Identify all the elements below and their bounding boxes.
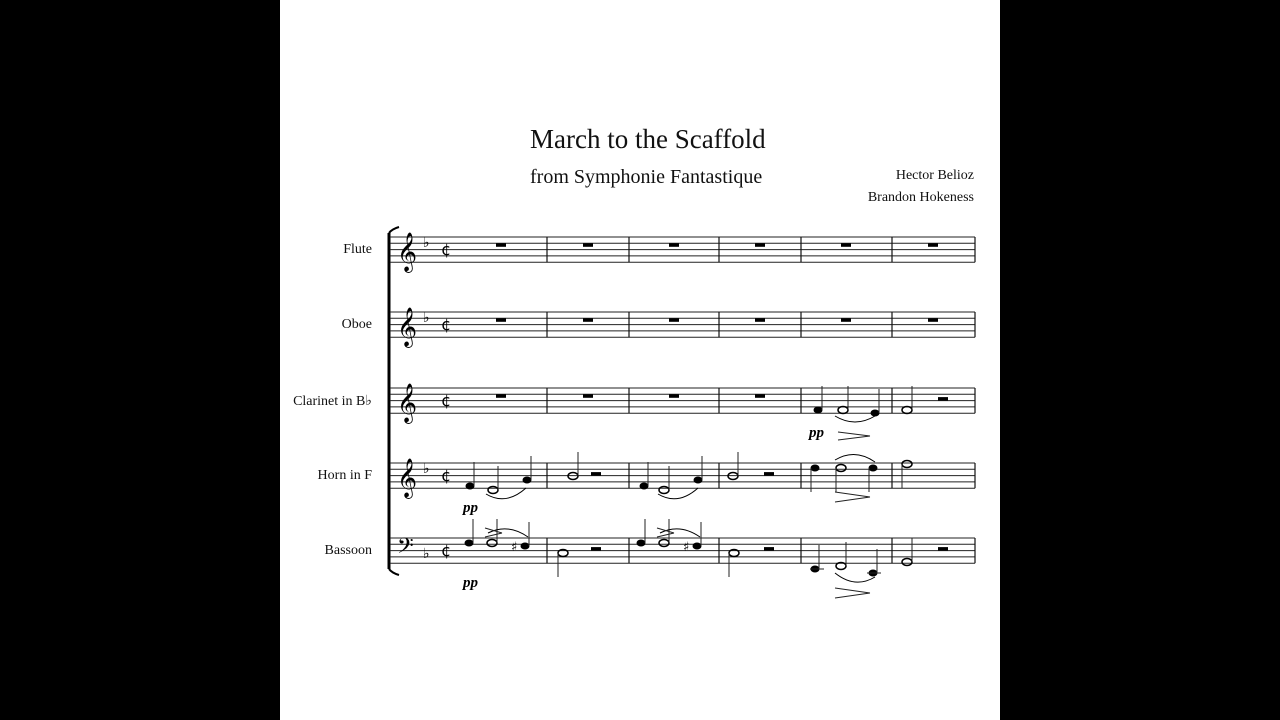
cut-time-icon: ¢ [441,240,452,259]
whole-rest-icon [669,318,679,322]
instrument-label-flute: Flute [343,242,372,257]
whole-rest-icon [669,243,679,247]
horn-notes [466,452,913,502]
instrument-label-oboe: Oboe [341,317,372,332]
half-rest-icon [938,397,948,401]
whole-rest-icon [583,243,593,247]
arranger-credit: Brandon Hokeness [867,190,974,205]
whole-rest-icon [669,394,679,398]
half-rest-icon [764,472,774,476]
treble-clef-icon: 𝄞 [397,458,418,498]
cut-time-icon: ¢ [441,391,452,410]
whole-rest-icon [496,243,506,247]
score-page [280,0,1000,720]
music-notation [280,0,1000,720]
half-rest-icon [591,472,601,476]
flat-key-signature-icon: ♭ [423,310,430,326]
cut-time-icon: ¢ [441,315,452,334]
bass-clef-icon: 𝄢 [397,534,414,564]
whole-rest-icon [496,394,506,398]
treble-clef-icon: 𝄞 [397,232,418,272]
composer-credit: Hector Belioz [895,168,974,183]
whole-rest-icon [841,318,851,322]
treble-clef-icon: 𝄞 [397,383,418,423]
rests [496,243,948,550]
half-rest-icon [764,547,774,551]
whole-rest-icon [928,318,938,322]
bassoon-notes [465,519,913,598]
whole-rest-icon [755,394,765,398]
instrument-label-clarinet: Clarinet in B♭ [293,394,372,409]
half-rest-icon [591,547,601,551]
dynamic-bassoon: pp [463,575,478,591]
flat-key-signature-icon: ♭ [423,546,430,562]
whole-rest-icon [755,243,765,247]
whole-rest-icon [496,318,506,322]
svg-text:♯: ♯ [511,540,518,555]
cut-time-icon: ¢ [441,541,452,560]
instrument-label-horn: Horn in F [317,468,372,483]
dynamic-horn: pp [463,500,478,516]
score-title: March to the Scaffold [530,124,766,154]
half-rest-icon [938,547,948,551]
treble-clef-icon: 𝄞 [397,307,418,347]
flat-key-signature-icon: ♭ [423,461,430,477]
svg-text:♯: ♯ [683,540,690,555]
whole-rest-icon [755,318,765,322]
flat-key-signature-icon: ♭ [423,235,430,251]
cut-time-icon: ¢ [441,466,452,485]
whole-rest-icon [583,394,593,398]
whole-rest-icon [583,318,593,322]
whole-rest-icon [928,243,938,247]
dynamic-clarinet: pp [809,425,824,441]
instrument-label-bassoon: Bassoon [324,543,372,558]
clefs [397,232,451,564]
whole-rest-icon [841,243,851,247]
score-subtitle: from Symphonie Fantastique [530,166,763,188]
